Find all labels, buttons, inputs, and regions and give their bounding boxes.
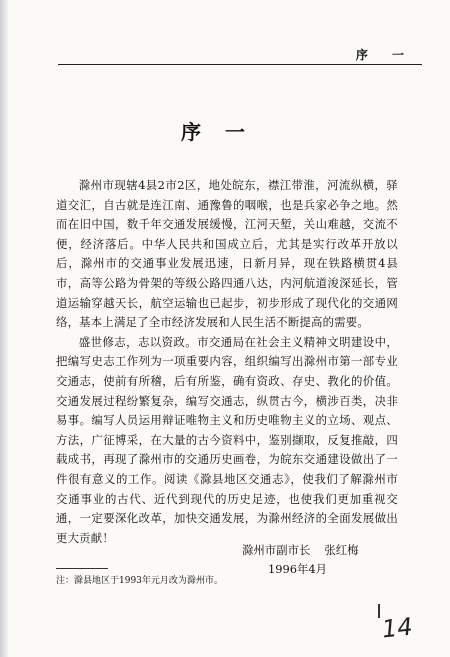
paragraph-2: 盛世修志，志以资政。市交通局在社会主义精神文明建设中，把编写史志工作列为一项重要内容，组织编写出滁州市第一部专业交通志，使前有所稽，后有所鉴，确有资政、存史、教化的价值。交通发展过程纷繁复杂，编写交通志，纵贯古今，横涉百类，决非易事。编写人员运用辩证唯物主义和历史唯物主义的立场、观点、方法，广征博采，在大量的古今资料中，鉴别撷取，反复推敲，四载成书，再现了滁州市的交通历史画卷，为皖东交通建设做出了一件很有意义的工作。阅读《滁县地区交通志》，使我们了解滁州市交通事业的古代、近代到现代的历史足迹，也使我们更加重视交通，一定要深化改革，加快交通发展，为滁州经济的全面发展做出更大贡献！: [56, 334, 398, 545]
handwritten-page-number: 14: [380, 612, 414, 644]
footnote: 注：滁县地区于1993年元月改为滁州市。: [56, 576, 223, 586]
signatory-name: 张红梅: [324, 543, 359, 557]
running-header: 序 一: [355, 48, 414, 62]
paragraph-1: 滁州市现辖4县2市2区，地处皖东，襟江带淮，河流纵横，驿道交汇，自古就是连江南、通豫鲁的咽喉，也是兵家必争之地。然而在旧中国，数千年交通发展缓慢，江河天堑，关山难越，交流不便，经济落后。中华人民共和国成立后，尤其是实行改革开放以后，滁州市的交通事业发展迅速，日新月异，现在铁路横贯4县市，高等公路为骨架的等级公路四通八达，内河航道浚深延长，管道运输穿越天长，航空运输也已起步，初步形成了现代化的交通网络，基本上满足了全市经济发展和人民生活不断提高的需要。: [56, 178, 398, 330]
handwritten-tick-mark: [378, 604, 380, 618]
signature-block: [242, 541, 373, 579]
footnote-rule: [56, 568, 108, 569]
header-rule: [58, 64, 422, 65]
signature-date: 1996年4月: [268, 562, 328, 576]
signatory-title: 滁州市副市长: [242, 543, 311, 557]
page-binding-edge: [0, 0, 8, 657]
preface-title: 序一: [181, 120, 269, 144]
preface-body: [56, 176, 398, 548]
